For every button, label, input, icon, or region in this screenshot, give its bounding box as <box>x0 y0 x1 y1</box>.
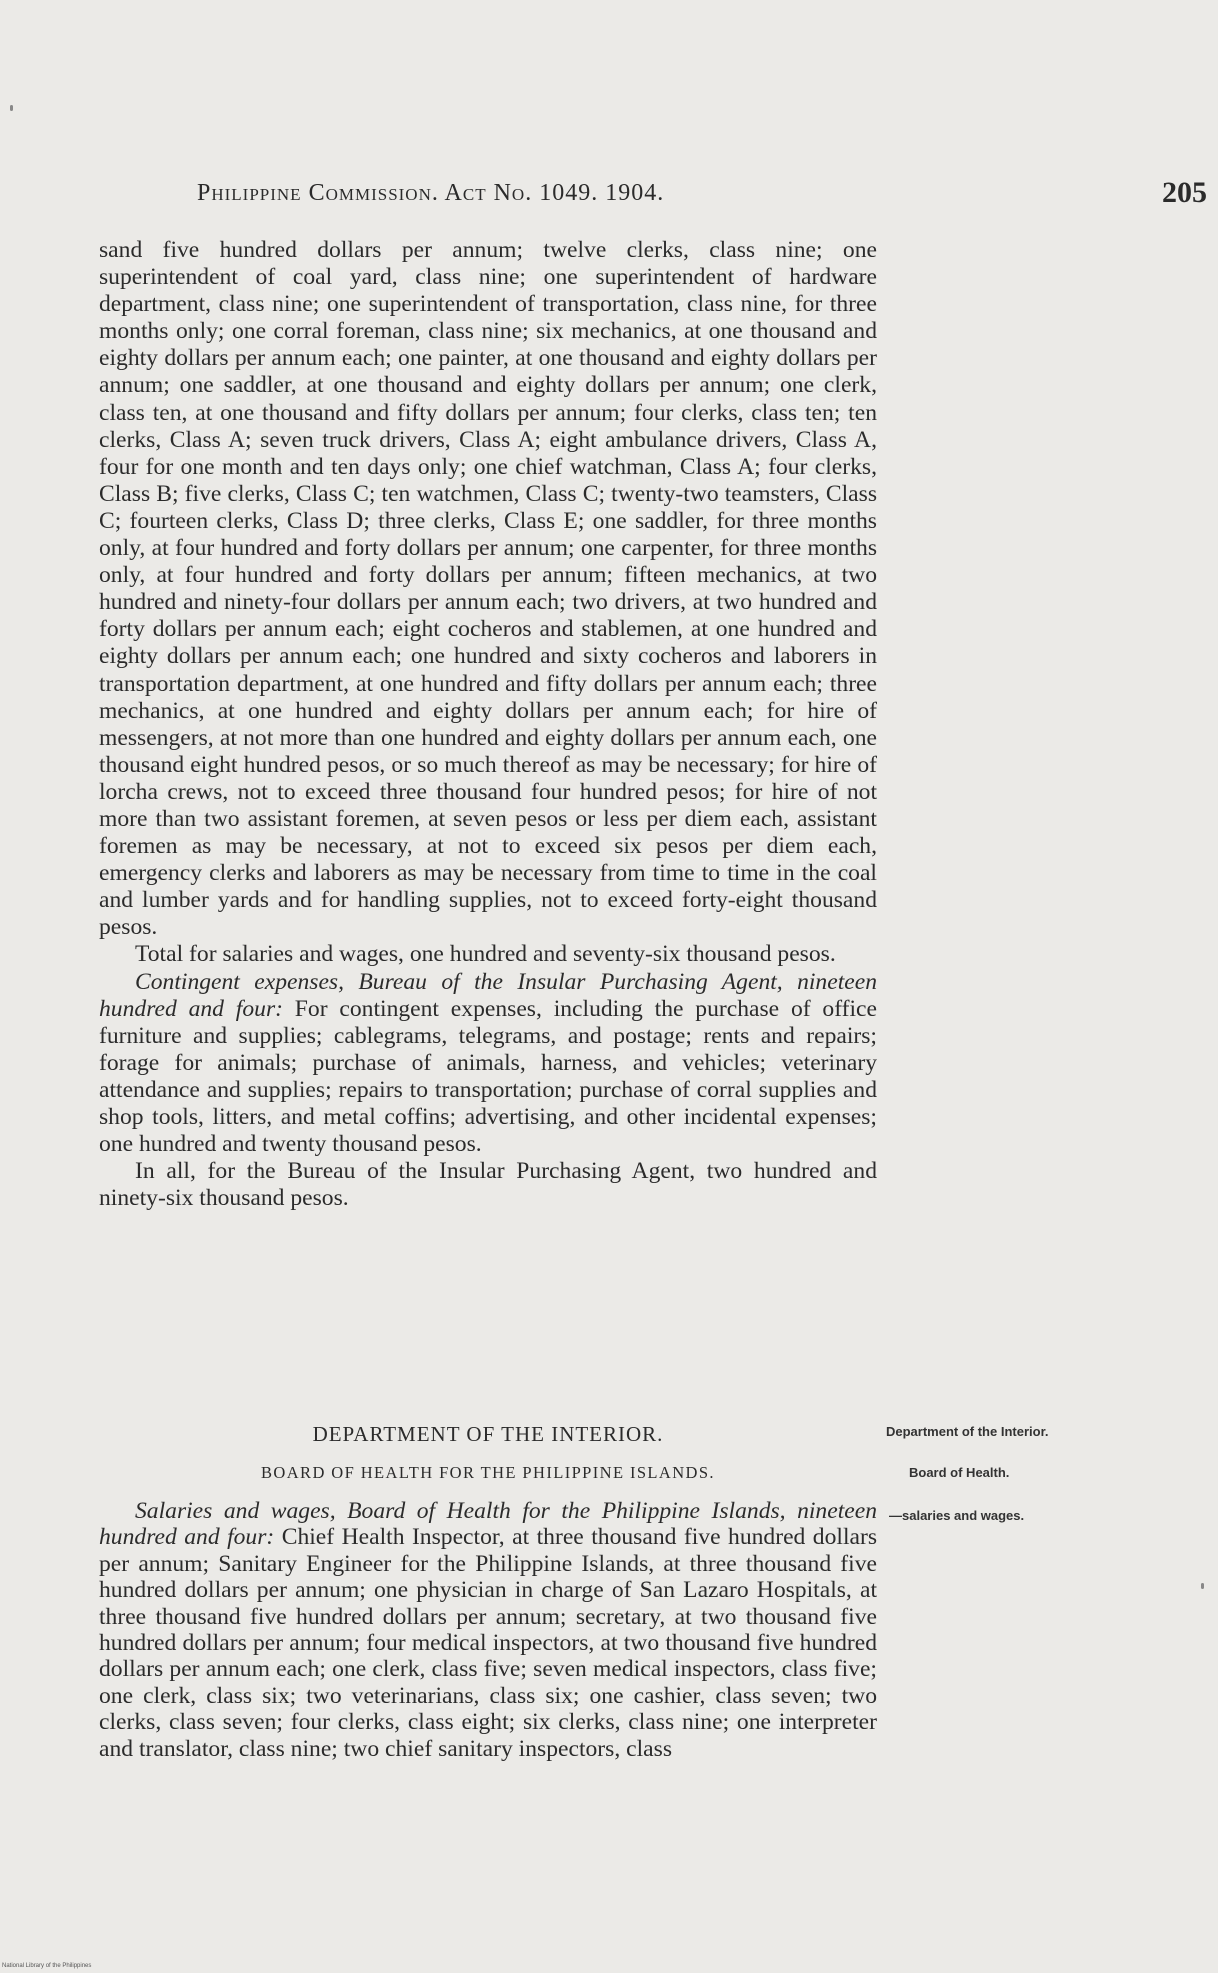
contingent-text: For contingent expenses, including the purchase of office furniture and supplies; cablegrams, telegrams, and postage; rents and repairs; forage for animals; purchase of animals, harness, and vehicles; veterinary attendance and supplies; repairs to transportation; purchase of corral supplies and shop tools, litters, and metal coffins; advertising, and other incidental expenses; one hundred and twenty thousand pesos. <box>99 995 878 1158</box>
page-header <box>197 176 1207 220</box>
paragraph-contingent-expenses <box>99 969 877 1159</box>
running-head: Philippine Commission. Act No. 1049. 1904. <box>197 180 665 206</box>
contingent-lead: Contingent expenses, Bureau of the Insular Purchasing Agent, nineteen hundred and four: <box>99 968 877 1022</box>
board-heading: BOARD OF HEALTH FOR THE PHILIPPINE ISLANDS. <box>261 1463 715 1482</box>
footer-watermark: National Library of the Philippines <box>2 1963 92 1969</box>
page-number: 205 <box>1162 176 1207 209</box>
paper-speck <box>1201 1583 1204 1589</box>
board-of-health-text <box>99 1498 877 1762</box>
paragraph-board-salaries <box>99 1498 877 1762</box>
department-heading: DEPARTMENT OF THE INTERIOR. <box>312 1422 664 1446</box>
margin-note-salaries: —salaries and wages. <box>889 1508 1025 1523</box>
paragraph-in-all: In all, for the Bureau of the Insular Purchasing Agent, two hundred and ninety-six thousand pesos. <box>99 1158 877 1212</box>
paragraph-total-salaries: Total for salaries and wages, one hundred and seventy-six thousand pesos. <box>135 941 836 968</box>
margin-note-board: Board of Health. <box>909 1465 1010 1480</box>
paper-speck <box>10 105 13 111</box>
salaries-lead: Salaries and wages, Board of Health for the Philippine Islands, nineteen hundred and four: <box>99 1498 877 1551</box>
salaries-text: Chief Health Inspector, at three thousand five hundred dollars per annum; Sanitary Engineer for the Philippine Islands, at three thousand five hundred dollars per annum; one physician in charge of San Lazaro Hospitals, at three thousand five hundred dollars per annum; secretary, at two thousand five hundred dollars per annum; four medical inspectors, at two thousand five hundred dollars per annum each; one clerk, class five; seven medical inspectors, class five; one clerk, class six; two veterinarians, class six; one cashier, class seven; two clerks, class seven; four clerks, class eight; six clerks, class nine; one interpreter and translator, class nine; two chief sanitary inspectors, class <box>99 1524 878 1762</box>
paragraph-salaries-continued: sand five hundred dollars per annum; twelve clerks, class nine; one superintendent of coal yard, class nine; one superintendent of hardware department, class nine; one superintendent of transportation, class nine, for three months only; one corral foreman, class nine; six mechanics, at one thousand and eighty dollars per annum each; one painter, at one thousand and eighty dollars per annum; one saddler, at one thousand and eighty dollars per annum; one clerk, class ten, at one thousand and fifty dollars per annum; four clerks, class ten; ten clerks, Class A; seven truck drivers, Class A; eight ambulance drivers, Class A, four for one month and ten days only; one chief watchman, Class A; four clerks, Class B; five clerks, Class C; ten watchmen, Class C; twenty-two teamsters, Class C; fourteen clerks, Class D; three clerks, Class E; one saddler, for three months only, at four hundred and forty dollars per annum; one carpenter, for three months only, at four hundred and forty dollars per annum; fifteen mechanics, at two hundred and ninety-four dollars per annum each; two drivers, at two hundred and forty dollars per annum each; eight cocheros and stablemen, at one hundred and eighty dollars per annum each; one hundred and sixty cocheros and laborers in transportation department, at one hundred and fifty dollars per annum each; three mechanics, at one hundred and eighty dollars per annum each; for hire of messengers, at not more than one hundred and eighty dollars per annum each, one thousand eight hundred pesos, or so much thereof as may be necessary; for hire of lorcha crews, not to exceed three thousand four hundred pesos; for hire of not more than two assistant foremen, at seven pesos or less per diem each, assistant foremen as may be necessary, at not to exceed six pesos per diem each, emergency clerks and laborers as may be necessary from time to time in the coal and lumber yards and for handling supplies, not to exceed forty-eight thousand pesos. <box>99 237 877 941</box>
body-text <box>99 237 877 1212</box>
margin-note-department: Department of the Interior. <box>886 1424 1049 1439</box>
